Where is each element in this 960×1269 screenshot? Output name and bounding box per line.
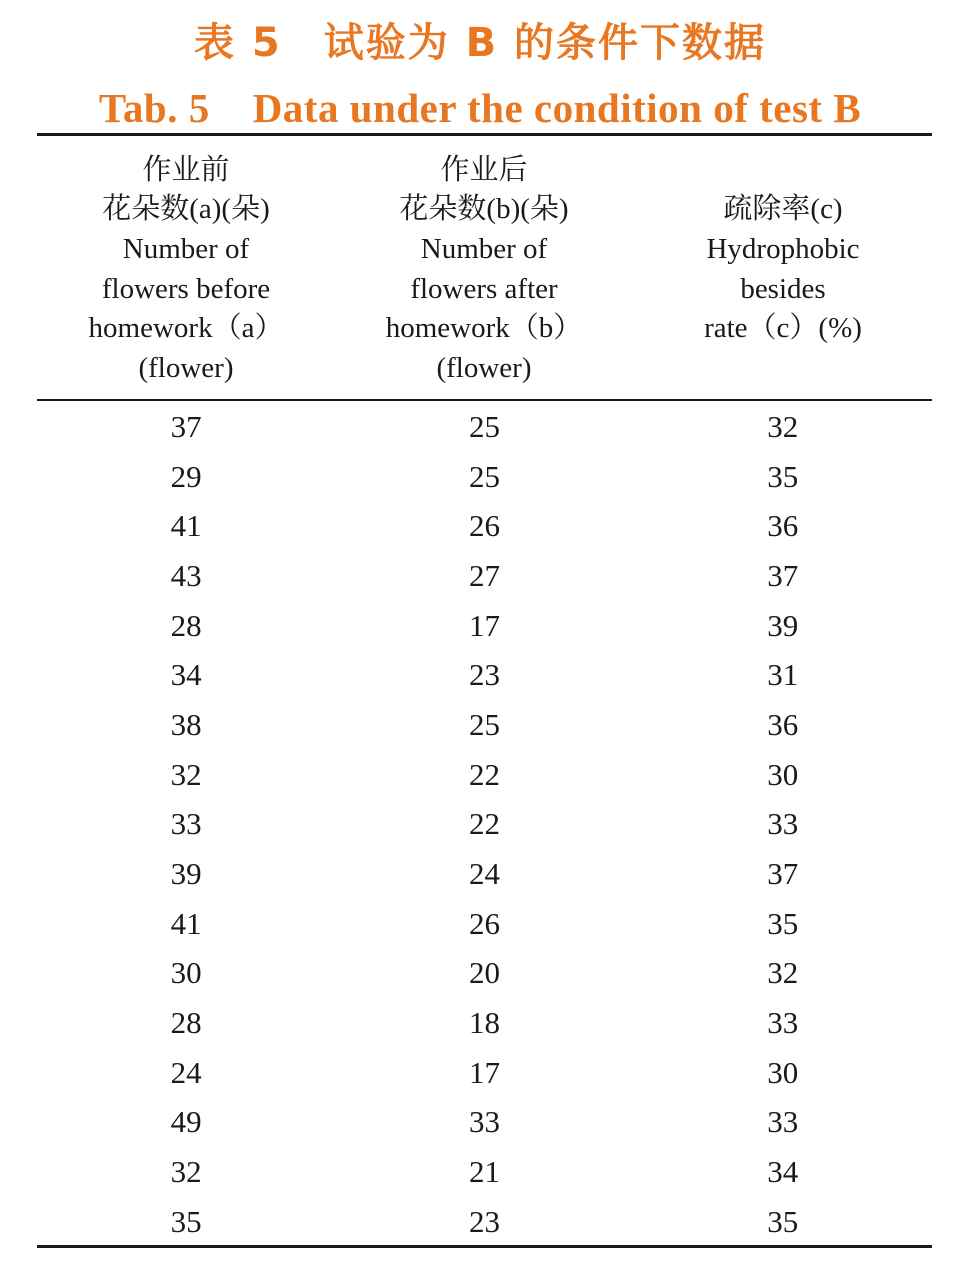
table-row [37,700,932,750]
cell-flowers-before: 28 [170,607,202,643]
table-row [37,849,932,899]
cell-thinning-rate: 35 [767,905,799,941]
cell-thinning-rate: 35 [767,1203,799,1239]
cell-thinning-rate: 35 [767,458,799,494]
cell-thinning-rate: 37 [767,557,799,593]
table-row [37,899,932,949]
cell-flowers-before: 37 [170,408,202,444]
cell-flowers-before: 29 [170,458,202,494]
header-zh-line: 花朵数(a)(朵) [102,193,270,226]
cell-thinning-rate: 36 [767,706,799,742]
table-row [37,551,932,601]
header-en-line: (flower) [436,351,532,384]
cell-thinning-rate: 39 [767,607,799,643]
cell-flowers-before: 30 [170,955,202,991]
cell-thinning-rate: 30 [767,1054,799,1090]
cell-flowers-before: 24 [170,1054,202,1090]
header-en-line: flowers after [410,272,558,305]
header-en-line: homework（a） [88,312,284,345]
header-thinning-rate [634,147,932,392]
top-rule [37,133,932,136]
table-row [37,998,932,1048]
cell-thinning-rate: 31 [767,657,799,693]
cell-thinning-rate: 32 [767,408,799,444]
cell-flowers-before: 38 [170,706,202,742]
table-title-zh: 表 5 试验为 B 的条件下数据 [193,20,767,66]
header-en-line: besides [740,272,826,305]
cell-flowers-before: 28 [170,1005,202,1041]
cell-flowers-after: 26 [468,508,500,544]
header-zh-line: 疏除率(c) [723,193,843,226]
cell-thinning-rate: 33 [767,806,799,842]
cell-flowers-after: 18 [468,1005,500,1041]
cell-thinning-rate: 33 [767,1005,799,1041]
cell-thinning-rate: 32 [767,955,799,991]
table-header [37,147,932,392]
header-zh-line: 花朵数(b)(朵) [399,193,569,226]
table-title-en: Tab. 5 Data under the condition of test B [98,85,862,131]
table-row [37,1147,932,1197]
table-row [37,501,932,551]
cell-flowers-after: 25 [468,408,500,444]
cell-flowers-before: 43 [170,557,202,593]
header-en-line: homework（b） [385,312,583,345]
header-flowers-after [335,147,633,392]
header-en-line: rate（c）(%) [704,312,862,345]
header-en-line: Number of [122,232,250,265]
cell-flowers-before: 34 [170,657,202,693]
cell-flowers-after: 20 [468,955,500,991]
cell-flowers-before: 33 [170,806,202,842]
header-rule [37,399,932,401]
cell-flowers-after: 33 [468,1104,500,1140]
header-zh-line: 作业前 [142,153,230,186]
cell-thinning-rate: 36 [767,508,799,544]
header-zh-line: 作业后 [440,153,528,186]
cell-flowers-before: 41 [170,508,202,544]
cell-flowers-before: 35 [170,1203,202,1239]
cell-flowers-before: 32 [170,1154,202,1190]
header-en-line: Hydrophobic [706,232,860,265]
cell-flowers-after: 17 [468,607,500,643]
bottom-rule [37,1245,932,1248]
cell-thinning-rate: 30 [767,756,799,792]
cell-flowers-before: 49 [170,1104,202,1140]
cell-thinning-rate: 34 [767,1154,799,1190]
cell-flowers-after: 25 [468,458,500,494]
table-row [37,402,932,452]
table-row [37,1197,932,1247]
table-row [37,452,932,502]
cell-flowers-after: 27 [468,557,500,593]
cell-thinning-rate: 37 [767,856,799,892]
table-row [37,1098,932,1148]
header-en-line: (flower) [138,351,234,384]
cell-flowers-before: 39 [170,856,202,892]
table-row [37,601,932,651]
header-en-line: Number of [420,232,548,265]
header-en-line: flowers before [101,272,271,305]
cell-flowers-after: 22 [468,756,500,792]
cell-flowers-after: 26 [468,905,500,941]
table-row [37,949,932,999]
cell-flowers-after: 23 [468,657,500,693]
cell-flowers-after: 24 [468,856,500,892]
table-row [37,750,932,800]
table-row [37,800,932,850]
cell-flowers-after: 21 [468,1154,500,1190]
table-body [37,402,932,1247]
header-flowers-before [37,147,335,392]
cell-flowers-after: 17 [468,1054,500,1090]
cell-flowers-after: 22 [468,806,500,842]
cell-thinning-rate: 33 [767,1104,799,1140]
cell-flowers-before: 41 [170,905,202,941]
cell-flowers-after: 23 [468,1203,500,1239]
cell-flowers-after: 25 [468,706,500,742]
table-row [37,650,932,700]
cell-flowers-before: 32 [170,756,202,792]
table-row [37,1048,932,1098]
